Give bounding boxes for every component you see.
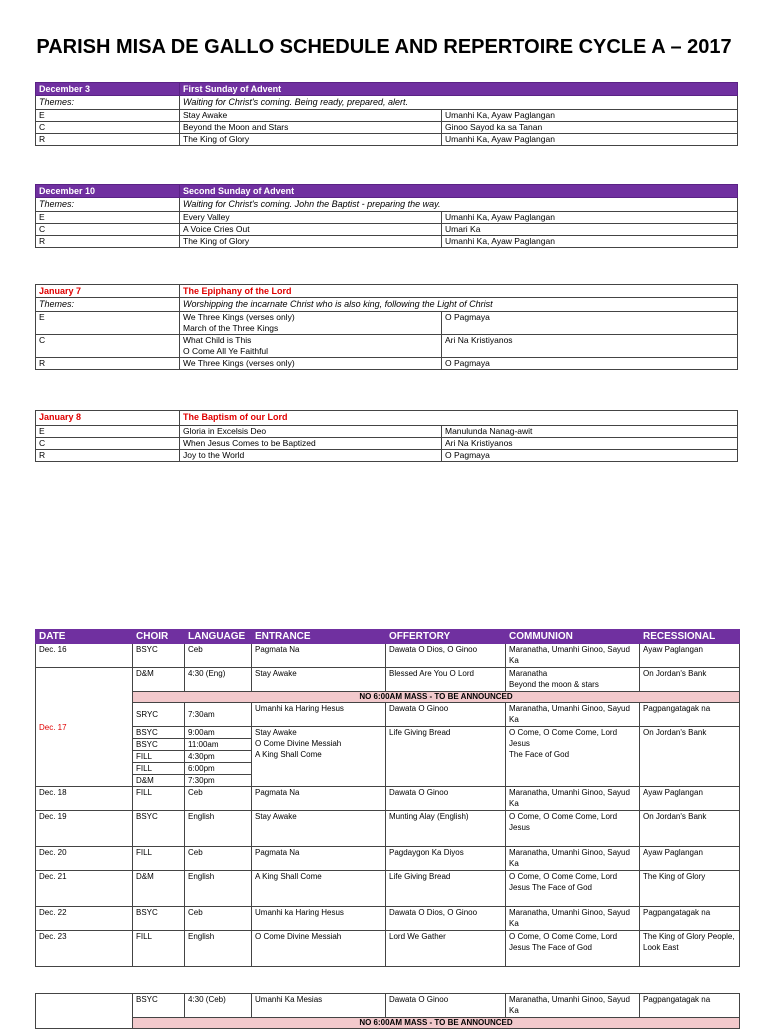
table-row: Dec. 16 BSYC Ceb Pagmata Na Dawata O Dios, O Ginoo Maranatha, Umanhi Ginoo, Sayud Ka Ayaw Paglangan <box>36 644 740 668</box>
table-row: Dec. 23 FILL English O Come Divine Messiah Lord We Gather O Come, O Come Come, Lord Jesus The Face of God The King of Glory People, Look East <box>36 931 740 967</box>
section-date: January 7 <box>36 285 180 298</box>
schedule-header: DATE CHOIR LANGUAGE ENTRANCE OFFERTORY COMMUNION RECESSIONAL <box>36 630 740 644</box>
section-table: January 7 The Epiphany of the Lord Themes: Worshipping the incarnate Christ who is also king, following the Light of Christ E We Three Kings (verses only) March of the Three Kings O Pagmaya C What Child is This O Come All Ye Faithful Ari Na Kristiyanos R We Three Kings (verses only) O Pagmaya <box>35 284 738 370</box>
table-row: E Stay Awake Umanhi Ka, Ayaw Paglangan <box>36 110 738 122</box>
table-row: Dec. 18 FILL Ceb Pagmata Na Dawata O Ginoo Maranatha, Umanhi Ginoo, Sayud Ka Ayaw Paglangan <box>36 787 740 811</box>
table-row: R The King of Glory Umanhi Ka, Ayaw Paglangan <box>36 134 738 146</box>
section-name: The Baptism of our Lord <box>180 411 738 426</box>
table-row: C A Voice Cries Out Umari Ka <box>36 224 738 236</box>
section-date: January 8 <box>36 411 180 426</box>
section-date: December 3 <box>36 83 180 96</box>
table-row: E We Three Kings (verses only) March of the Three Kings O Pagmaya <box>36 312 738 335</box>
table-row: SRYC 7:30am Umanhi ka Haring Hesus Dawata O Ginoo Maranatha, Umanhi Ginoo, Sayud Ka Pagpangatagak na <box>36 703 740 727</box>
table-row: C What Child is This O Come All Ye Faithful Ari Na Kristiyanos <box>36 335 738 358</box>
section-name: The Epiphany of the Lord <box>180 285 738 298</box>
section-table: December 10 Second Sunday of Advent Themes: Waiting for Christ's coming. John the Baptist - preparing the way. E Every Valley Umanhi Ka, Ayaw Paglangan C A Voice Cries Out Umari Ka R The King of Glory Umanhi Ka, Ayaw Paglangan <box>35 184 738 248</box>
table-row: C Beyond the Moon and Stars Ginoo Sayod ka sa Tanan <box>36 122 738 134</box>
table-row: C When Jesus Comes to be Baptized Ari Na Kristiyanos <box>36 438 738 450</box>
page-title: PARISH MISA DE GALLO SCHEDULE AND REPERTOIRE CYCLE A – 2017 <box>36 36 732 58</box>
table-row: R Joy to the World O Pagmaya <box>36 450 738 462</box>
table-row: Dec. 21 D&M English A King Shall Come Life Giving Bread O Come, O Come Come, Lord Jesus The Face of God The King of Glory <box>36 871 740 907</box>
notice: NO 6:00AM MASS - TO BE ANNOUNCED <box>133 1018 740 1029</box>
section-table <box>35 410 738 462</box>
table-row: R We Three Kings (verses only) O Pagmaya <box>36 358 738 370</box>
table-row: E Gloria in Excelsis Deo Manulunda Nanag-awit <box>36 426 738 438</box>
table-row: Dec. 22 BSYC Ceb Umanhi ka Haring Hesus Dawata O Dios, O Ginoo Maranatha, Umanhi Ginoo, Sayud Ka Pagpangatagak na <box>36 907 740 931</box>
table-row: Dec. 19 BSYC English Stay Awake Munting Alay (English) O Come, O Come Come, Lord Jesus On Jordan's Bank <box>36 811 740 847</box>
notice: NO 6:00AM MASS - TO BE ANNOUNCED <box>133 692 740 703</box>
section-name: Second Sunday of Advent <box>180 185 738 198</box>
section-date: December 10 <box>36 185 180 198</box>
section-header <box>36 83 738 96</box>
section-table <box>35 82 738 146</box>
notice-row <box>36 1018 740 1029</box>
themes-row: Themes: Waiting for Christ's coming. Being ready, prepared, alert. <box>36 96 738 110</box>
table-row: BSYC 4:30 (Ceb) Umanhi Ka Mesias Dawata O Ginoo Maranatha, Umanhi Ginoo, Sayud Ka Pagpangatagak na <box>36 994 740 1018</box>
section-name: First Sunday of Advent <box>180 83 738 96</box>
table-row: Dec. 20 FILL Ceb Pagmata Na Pagdaygon Ka Diyos Maranatha, Umanhi Ginoo, Sayud Ka Ayaw Paglangan <box>36 847 740 871</box>
notice-row <box>36 692 740 703</box>
table-row: BSYC BSYC FILL FILL D&M 9:00am 11:00am 4:30pm 6:00pm 7:30pm Stay Awake O Come Divine Messiah A King Shall Come Life Giving Bread O Come, O Come Come, Lord Jesus The Face of God On Jordan's Bank <box>36 727 740 787</box>
schedule-table <box>35 629 740 967</box>
table-row: E Every Valley Umanhi Ka, Ayaw Paglangan <box>36 212 738 224</box>
table-row: R The King of Glory Umanhi Ka, Ayaw Paglangan <box>36 236 738 248</box>
table-row: Dec. 17 D&M 4:30 (Eng) Stay Awake Blessed Are You O Lord Maranatha Beyond the moon & stars On Jordan's Bank <box>36 668 740 692</box>
